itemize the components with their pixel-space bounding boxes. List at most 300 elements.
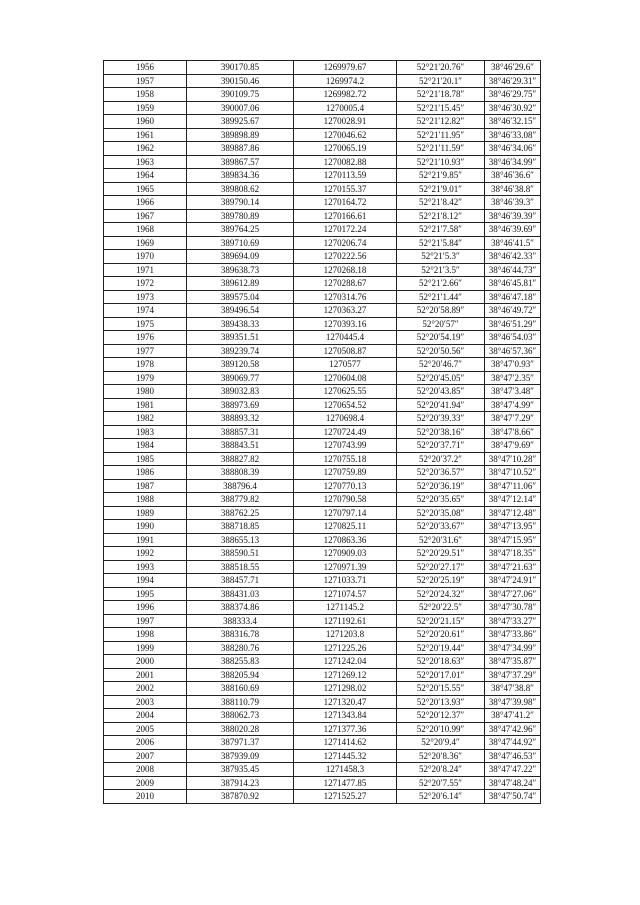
table-row [104, 169, 541, 183]
point-number-cell: 1975 [104, 317, 187, 331]
y-coordinate-cell: 1270172.24 [294, 223, 397, 237]
latitude-cell: 52°21′2.66″ [397, 277, 485, 291]
latitude-cell: 52°20′35.08″ [397, 506, 485, 520]
table-row [104, 425, 541, 439]
point-number-cell: 2004 [104, 709, 187, 723]
latitude-cell: 52°20′35.65″ [397, 493, 485, 507]
y-coordinate-cell: 1270625.55 [294, 385, 397, 399]
latitude-cell: 52°20′17.01″ [397, 668, 485, 682]
latitude-cell: 52°21′11.59″ [397, 142, 485, 156]
longitude-cell: 38°46′49.72″ [485, 304, 541, 318]
latitude-cell: 52°20′15.55″ [397, 682, 485, 696]
longitude-cell: 38°47′44.92″ [485, 736, 541, 750]
point-number-cell: 1981 [104, 398, 187, 412]
table-row [104, 250, 541, 264]
longitude-cell: 38°46′30.92″ [485, 101, 541, 115]
table-row [104, 115, 541, 129]
longitude-cell: 38°47′11.06″ [485, 479, 541, 493]
y-coordinate-cell: 1271445.32 [294, 749, 397, 763]
point-number-cell: 1971 [104, 263, 187, 277]
latitude-cell: 52°20′46.7″ [397, 358, 485, 372]
table-row [104, 277, 541, 291]
longitude-cell: 38°47′7.29″ [485, 412, 541, 426]
longitude-cell: 38°47′30.78″ [485, 601, 541, 615]
y-coordinate-cell: 1270206.74 [294, 236, 397, 250]
table-row [104, 358, 541, 372]
x-coordinate-cell: 388808.39 [187, 466, 294, 480]
table-row [104, 452, 541, 466]
latitude-cell: 52°20′18.63″ [397, 655, 485, 669]
y-coordinate-cell: 1270363.27 [294, 304, 397, 318]
y-coordinate-cell: 1270028.91 [294, 115, 397, 129]
x-coordinate-cell: 388062.73 [187, 709, 294, 723]
latitude-cell: 52°21′18.78″ [397, 88, 485, 102]
point-number-cell: 1977 [104, 344, 187, 358]
x-coordinate-cell: 387935.45 [187, 763, 294, 777]
x-coordinate-cell: 388843.51 [187, 439, 294, 453]
point-number-cell: 2010 [104, 790, 187, 804]
table-row [104, 412, 541, 426]
x-coordinate-cell: 388518.55 [187, 560, 294, 574]
y-coordinate-cell: 1270909.03 [294, 547, 397, 561]
longitude-cell: 38°47′46.53″ [485, 749, 541, 763]
point-number-cell: 1964 [104, 169, 187, 183]
point-number-cell: 1990 [104, 520, 187, 534]
y-coordinate-cell: 1270046.62 [294, 128, 397, 142]
latitude-cell: 52°21′7.58″ [397, 223, 485, 237]
table-row [104, 614, 541, 628]
y-coordinate-cell: 1270797.14 [294, 506, 397, 520]
point-number-cell: 1976 [104, 331, 187, 345]
longitude-cell: 38°47′3.48″ [485, 385, 541, 399]
y-coordinate-cell: 1270393.16 [294, 317, 397, 331]
longitude-cell: 38°46′47.18″ [485, 290, 541, 304]
latitude-cell: 52°20′36.57″ [397, 466, 485, 480]
point-number-cell: 1968 [104, 223, 187, 237]
y-coordinate-cell: 1271192.61 [294, 614, 397, 628]
y-coordinate-cell: 1270082.88 [294, 155, 397, 169]
y-coordinate-cell: 1270770.13 [294, 479, 397, 493]
longitude-cell: 38°47′42.96″ [485, 722, 541, 736]
longitude-cell: 38°47′8.66″ [485, 425, 541, 439]
latitude-cell: 52°21′9.01″ [397, 182, 485, 196]
table-row [104, 371, 541, 385]
table-row [104, 493, 541, 507]
point-number-cell: 1992 [104, 547, 187, 561]
longitude-cell: 38°47′33.86″ [485, 628, 541, 642]
latitude-cell: 52°21′12.82″ [397, 115, 485, 129]
x-coordinate-cell: 389069.77 [187, 371, 294, 385]
latitude-cell: 52°20′21.15″ [397, 614, 485, 628]
table-row [104, 749, 541, 763]
latitude-cell: 52°20′37.71″ [397, 439, 485, 453]
table-row [104, 533, 541, 547]
latitude-cell: 52°20′6.14″ [397, 790, 485, 804]
point-number-cell: 1994 [104, 574, 187, 588]
longitude-cell: 38°47′24.91″ [485, 574, 541, 588]
latitude-cell: 52°20′33.67″ [397, 520, 485, 534]
x-coordinate-cell: 388457.71 [187, 574, 294, 588]
table-row [104, 61, 541, 75]
x-coordinate-cell: 389898.89 [187, 128, 294, 142]
point-number-cell: 1958 [104, 88, 187, 102]
x-coordinate-cell: 390007.06 [187, 101, 294, 115]
point-number-cell: 1985 [104, 452, 187, 466]
table-row [104, 439, 541, 453]
point-number-cell: 2002 [104, 682, 187, 696]
x-coordinate-cell: 388280.76 [187, 641, 294, 655]
longitude-cell: 38°47′35.87″ [485, 655, 541, 669]
latitude-cell: 52°20′8.36″ [397, 749, 485, 763]
y-coordinate-cell: 1271033.71 [294, 574, 397, 588]
latitude-cell: 52°20′9.4″ [397, 736, 485, 750]
point-number-cell: 1997 [104, 614, 187, 628]
x-coordinate-cell: 388779.82 [187, 493, 294, 507]
longitude-cell: 38°47′18.35″ [485, 547, 541, 561]
latitude-cell: 52°21′20.76″ [397, 61, 485, 75]
y-coordinate-cell: 1271320.47 [294, 695, 397, 709]
table-row [104, 655, 541, 669]
y-coordinate-cell: 1270508.87 [294, 344, 397, 358]
table-row [104, 695, 541, 709]
table-row [104, 641, 541, 655]
x-coordinate-cell: 388718.85 [187, 520, 294, 534]
point-number-cell: 1962 [104, 142, 187, 156]
longitude-cell: 38°46′36.6″ [485, 169, 541, 183]
table-row [104, 547, 541, 561]
table-row [104, 74, 541, 88]
y-coordinate-cell: 1269974.2 [294, 74, 397, 88]
longitude-cell: 38°46′32.15″ [485, 115, 541, 129]
x-coordinate-cell: 388827.82 [187, 452, 294, 466]
y-coordinate-cell: 1271477.85 [294, 776, 397, 790]
longitude-cell: 38°47′41.2″ [485, 709, 541, 723]
point-number-cell: 1991 [104, 533, 187, 547]
table-row [104, 709, 541, 723]
latitude-cell: 52°20′19.44″ [397, 641, 485, 655]
x-coordinate-cell: 388316.78 [187, 628, 294, 642]
latitude-cell: 52°20′20.61″ [397, 628, 485, 642]
x-coordinate-cell: 388205.94 [187, 668, 294, 682]
longitude-cell: 38°46′34.99″ [485, 155, 541, 169]
point-number-cell: 1989 [104, 506, 187, 520]
latitude-cell: 52°20′31.6″ [397, 533, 485, 547]
x-coordinate-cell: 388374.86 [187, 601, 294, 615]
x-coordinate-cell: 388893.32 [187, 412, 294, 426]
point-number-cell: 1960 [104, 115, 187, 129]
point-number-cell: 1974 [104, 304, 187, 318]
latitude-cell: 52°21′1.44″ [397, 290, 485, 304]
x-coordinate-cell: 388020.28 [187, 722, 294, 736]
point-number-cell: 2008 [104, 763, 187, 777]
longitude-cell: 38°46′45.81″ [485, 277, 541, 291]
latitude-cell: 52°20′57″ [397, 317, 485, 331]
table-row [104, 763, 541, 777]
point-number-cell: 2005 [104, 722, 187, 736]
table-row [104, 398, 541, 412]
point-number-cell: 1957 [104, 74, 187, 88]
latitude-cell: 52°20′24.32″ [397, 587, 485, 601]
longitude-cell: 38°46′57.36″ [485, 344, 541, 358]
point-number-cell: 1965 [104, 182, 187, 196]
point-number-cell: 2000 [104, 655, 187, 669]
y-coordinate-cell: 1270743.99 [294, 439, 397, 453]
table-row [104, 722, 541, 736]
table-row [104, 668, 541, 682]
longitude-cell: 38°46′29.6″ [485, 61, 541, 75]
longitude-cell: 38°46′39.69″ [485, 223, 541, 237]
longitude-cell: 38°47′47.22″ [485, 763, 541, 777]
x-coordinate-cell: 389764.25 [187, 223, 294, 237]
y-coordinate-cell: 1270314.76 [294, 290, 397, 304]
longitude-cell: 38°47′39.98″ [485, 695, 541, 709]
y-coordinate-cell: 1270288.67 [294, 277, 397, 291]
point-number-cell: 1993 [104, 560, 187, 574]
latitude-cell: 52°21′9.85″ [397, 169, 485, 183]
table-row [104, 628, 541, 642]
latitude-cell: 52°20′36.19″ [397, 479, 485, 493]
x-coordinate-cell: 389834.36 [187, 169, 294, 183]
longitude-cell: 38°47′4.99″ [485, 398, 541, 412]
latitude-cell: 52°21′11.95″ [397, 128, 485, 142]
table-row [104, 128, 541, 142]
longitude-cell: 38°46′29.75″ [485, 88, 541, 102]
longitude-cell: 38°46′54.03″ [485, 331, 541, 345]
latitude-cell: 52°20′7.55″ [397, 776, 485, 790]
table-row [104, 385, 541, 399]
table-row [104, 290, 541, 304]
table-row [104, 790, 541, 804]
table-row [104, 317, 541, 331]
point-number-cell: 2001 [104, 668, 187, 682]
table-row [104, 776, 541, 790]
longitude-cell: 38°47′15.95″ [485, 533, 541, 547]
latitude-cell: 52°21′20.1″ [397, 74, 485, 88]
x-coordinate-cell: 388655.13 [187, 533, 294, 547]
latitude-cell: 52°20′38.16″ [397, 425, 485, 439]
x-coordinate-cell: 389790.14 [187, 196, 294, 210]
latitude-cell: 52°20′8.24″ [397, 763, 485, 777]
latitude-cell: 52°21′5.3″ [397, 250, 485, 264]
x-coordinate-cell: 389612.89 [187, 277, 294, 291]
longitude-cell: 38°46′41.5″ [485, 236, 541, 250]
point-number-cell: 1982 [104, 412, 187, 426]
y-coordinate-cell: 1270005.4 [294, 101, 397, 115]
point-number-cell: 1973 [104, 290, 187, 304]
longitude-cell: 38°46′38.8″ [485, 182, 541, 196]
x-coordinate-cell: 389780.89 [187, 209, 294, 223]
table-row [104, 344, 541, 358]
x-coordinate-cell: 389032.83 [187, 385, 294, 399]
point-number-cell: 1970 [104, 250, 187, 264]
y-coordinate-cell: 1270577 [294, 358, 397, 372]
longitude-cell: 38°47′34.99″ [485, 641, 541, 655]
y-coordinate-cell: 1271298.02 [294, 682, 397, 696]
point-number-cell: 1956 [104, 61, 187, 75]
coordinates-table-body [104, 61, 541, 804]
longitude-cell: 38°46′51.29″ [485, 317, 541, 331]
point-number-cell: 1969 [104, 236, 187, 250]
y-coordinate-cell: 1270863.36 [294, 533, 397, 547]
y-coordinate-cell: 1271377.36 [294, 722, 397, 736]
point-number-cell: 2003 [104, 695, 187, 709]
x-coordinate-cell: 389710.69 [187, 236, 294, 250]
point-number-cell: 1980 [104, 385, 187, 399]
latitude-cell: 52°21′3.5″ [397, 263, 485, 277]
table-row [104, 682, 541, 696]
table-row [104, 466, 541, 480]
longitude-cell: 38°46′44.73″ [485, 263, 541, 277]
x-coordinate-cell: 388431.03 [187, 587, 294, 601]
point-number-cell: 1988 [104, 493, 187, 507]
y-coordinate-cell: 1271343.84 [294, 709, 397, 723]
longitude-cell: 38°47′12.48″ [485, 506, 541, 520]
x-coordinate-cell: 388255.83 [187, 655, 294, 669]
y-coordinate-cell: 1270155.37 [294, 182, 397, 196]
longitude-cell: 38°47′12.14″ [485, 493, 541, 507]
latitude-cell: 52°20′37.2″ [397, 452, 485, 466]
longitude-cell: 38°47′38.8″ [485, 682, 541, 696]
longitude-cell: 38°46′34.06″ [485, 142, 541, 156]
longitude-cell: 38°47′37.29″ [485, 668, 541, 682]
x-coordinate-cell: 388796.4 [187, 479, 294, 493]
longitude-cell: 38°47′48.24″ [485, 776, 541, 790]
point-number-cell: 1983 [104, 425, 187, 439]
y-coordinate-cell: 1271269.12 [294, 668, 397, 682]
y-coordinate-cell: 1271225.26 [294, 641, 397, 655]
latitude-cell: 52°20′22.5″ [397, 601, 485, 615]
point-number-cell: 1979 [104, 371, 187, 385]
y-coordinate-cell: 1270604.08 [294, 371, 397, 385]
table-row [104, 88, 541, 102]
y-coordinate-cell: 1271145.2 [294, 601, 397, 615]
point-number-cell: 1967 [104, 209, 187, 223]
point-number-cell: 1999 [104, 641, 187, 655]
x-coordinate-cell: 389867.57 [187, 155, 294, 169]
y-coordinate-cell: 1270164.72 [294, 196, 397, 210]
x-coordinate-cell: 389351.51 [187, 331, 294, 345]
y-coordinate-cell: 1270445.4 [294, 331, 397, 345]
latitude-cell: 52°20′29.51″ [397, 547, 485, 561]
x-coordinate-cell: 387870.92 [187, 790, 294, 804]
y-coordinate-cell: 1270790.58 [294, 493, 397, 507]
point-number-cell: 1972 [104, 277, 187, 291]
longitude-cell: 38°47′50.74″ [485, 790, 541, 804]
latitude-cell: 52°20′10.99″ [397, 722, 485, 736]
table-row [104, 223, 541, 237]
x-coordinate-cell: 389239.74 [187, 344, 294, 358]
point-number-cell: 1966 [104, 196, 187, 210]
table-row [104, 236, 541, 250]
latitude-cell: 52°21′15.45″ [397, 101, 485, 115]
table-row [104, 142, 541, 156]
table-row [104, 263, 541, 277]
x-coordinate-cell: 388762.25 [187, 506, 294, 520]
latitude-cell: 52°20′13.93″ [397, 695, 485, 709]
x-coordinate-cell: 389438.33 [187, 317, 294, 331]
longitude-cell: 38°46′29.31″ [485, 74, 541, 88]
latitude-cell: 52°20′45.05″ [397, 371, 485, 385]
table-row [104, 101, 541, 115]
point-number-cell: 2007 [104, 749, 187, 763]
table-row [104, 736, 541, 750]
y-coordinate-cell: 1270654.52 [294, 398, 397, 412]
x-coordinate-cell: 389575.04 [187, 290, 294, 304]
point-number-cell: 1986 [104, 466, 187, 480]
longitude-cell: 38°46′33.08″ [485, 128, 541, 142]
x-coordinate-cell: 388973.69 [187, 398, 294, 412]
table-row [104, 520, 541, 534]
x-coordinate-cell: 389694.09 [187, 250, 294, 264]
point-number-cell: 1987 [104, 479, 187, 493]
table-row [104, 506, 541, 520]
latitude-cell: 52°20′50.56″ [397, 344, 485, 358]
longitude-cell: 38°47′21.63″ [485, 560, 541, 574]
y-coordinate-cell: 1270971.39 [294, 560, 397, 574]
point-number-cell: 1963 [104, 155, 187, 169]
y-coordinate-cell: 1271458.3 [294, 763, 397, 777]
x-coordinate-cell: 387971.37 [187, 736, 294, 750]
longitude-cell: 38°47′2.35″ [485, 371, 541, 385]
latitude-cell: 52°21′10.93″ [397, 155, 485, 169]
table-row [104, 304, 541, 318]
longitude-cell: 38°47′0.93″ [485, 358, 541, 372]
y-coordinate-cell: 1269979.67 [294, 61, 397, 75]
x-coordinate-cell: 388110.79 [187, 695, 294, 709]
y-coordinate-cell: 1270166.61 [294, 209, 397, 223]
x-coordinate-cell: 389925.67 [187, 115, 294, 129]
point-number-cell: 1959 [104, 101, 187, 115]
latitude-cell: 52°20′39.33″ [397, 412, 485, 426]
x-coordinate-cell: 389887.86 [187, 142, 294, 156]
y-coordinate-cell: 1270268.18 [294, 263, 397, 277]
table-row [104, 196, 541, 210]
longitude-cell: 38°47′10.52″ [485, 466, 541, 480]
y-coordinate-cell: 1271203.8 [294, 628, 397, 642]
table-row [104, 209, 541, 223]
table-row [104, 574, 541, 588]
longitude-cell: 38°47′27.06″ [485, 587, 541, 601]
table-row [104, 601, 541, 615]
point-number-cell: 1978 [104, 358, 187, 372]
latitude-cell: 52°20′54.19″ [397, 331, 485, 345]
longitude-cell: 38°47′10.28″ [485, 452, 541, 466]
x-coordinate-cell: 388160.69 [187, 682, 294, 696]
y-coordinate-cell: 1270759.89 [294, 466, 397, 480]
y-coordinate-cell: 1271242.04 [294, 655, 397, 669]
longitude-cell: 38°46′39.3″ [485, 196, 541, 210]
x-coordinate-cell: 387939.09 [187, 749, 294, 763]
y-coordinate-cell: 1270222.56 [294, 250, 397, 264]
y-coordinate-cell: 1270755.18 [294, 452, 397, 466]
y-coordinate-cell: 1269982.72 [294, 88, 397, 102]
x-coordinate-cell: 390150.46 [187, 74, 294, 88]
point-number-cell: 2009 [104, 776, 187, 790]
y-coordinate-cell: 1270065.19 [294, 142, 397, 156]
latitude-cell: 52°20′58.89″ [397, 304, 485, 318]
x-coordinate-cell: 389638.73 [187, 263, 294, 277]
latitude-cell: 52°20′27.17″ [397, 560, 485, 574]
latitude-cell: 52°20′43.85″ [397, 385, 485, 399]
point-number-cell: 1984 [104, 439, 187, 453]
point-number-cell: 1996 [104, 601, 187, 615]
table-row [104, 479, 541, 493]
table-row [104, 331, 541, 345]
x-coordinate-cell: 389496.54 [187, 304, 294, 318]
y-coordinate-cell: 1270113.59 [294, 169, 397, 183]
latitude-cell: 52°21′8.12″ [397, 209, 485, 223]
x-coordinate-cell: 389120.58 [187, 358, 294, 372]
